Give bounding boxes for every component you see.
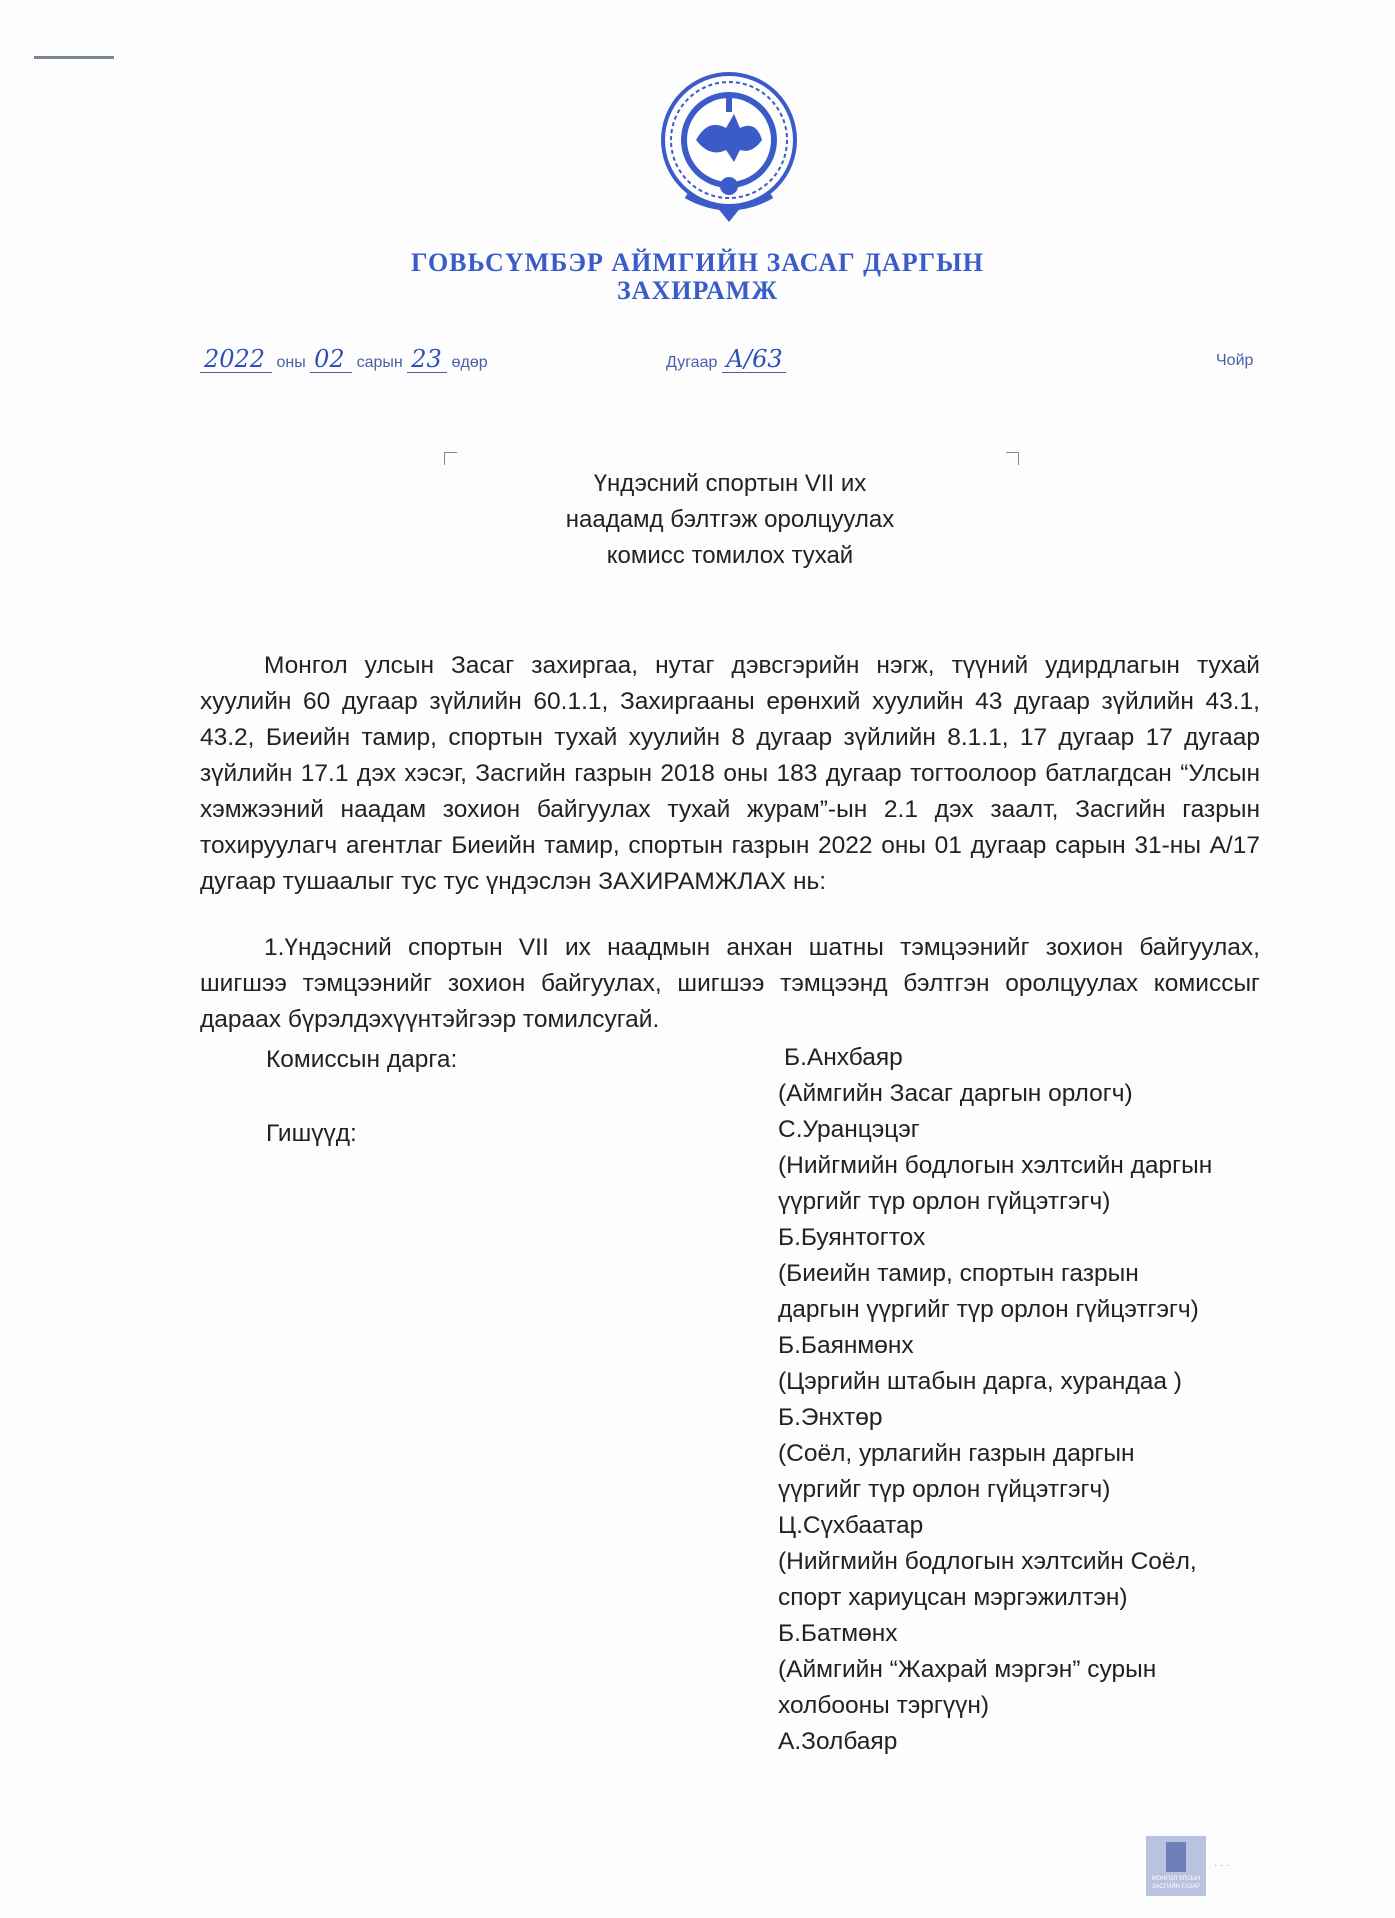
title-line3: комисс томилох тухай bbox=[606, 542, 854, 569]
logo-text-1: МОНГОЛ УЛСЫН bbox=[1151, 1876, 1201, 1882]
member-line: үүргийг түр орлон гүйцэтгэгч) bbox=[778, 1476, 1111, 1503]
date-line bbox=[200, 346, 488, 373]
title-bracket-right bbox=[1006, 452, 1019, 465]
scan-corner-mark bbox=[34, 56, 114, 59]
member-line: (Аймгийн “Жахрай мэргэн” сурын bbox=[778, 1656, 1157, 1683]
date-month: 02 bbox=[310, 346, 352, 373]
member-line: Б.Баянмөнх bbox=[778, 1332, 914, 1359]
title-line2: наадамд бэлтгэж оролцуулах bbox=[565, 506, 895, 533]
document-type: ЗАХИРАМЖ bbox=[616, 276, 779, 305]
member-line: Ц.Сүхбаатар bbox=[778, 1512, 924, 1539]
date-year-suffix: оны bbox=[276, 354, 306, 371]
member-line: А.Золбаяр bbox=[778, 1728, 898, 1755]
members-label: Гишүүд: bbox=[266, 1120, 357, 1147]
member-line: даргын үүргийг түр орлон гүйцэтгэгч) bbox=[778, 1296, 1199, 1323]
member-line: (Нийгмийн бодлогын хэлтсийн даргын bbox=[778, 1152, 1213, 1179]
member-line: холбооны тэргүүн) bbox=[778, 1692, 990, 1719]
number-line bbox=[666, 346, 786, 373]
member-line: С.Уранцэцэг bbox=[778, 1116, 920, 1143]
member-line: үүргийг түр орлон гүйцэтгэгч) bbox=[778, 1188, 1111, 1215]
title-line1: Үндэсний спортын VII их bbox=[593, 470, 867, 497]
chair-role: (Аймгийн Засаг даргын орлогч) bbox=[778, 1080, 1133, 1107]
date-day: 23 bbox=[407, 346, 447, 373]
member-line: Б.Батмөнх bbox=[778, 1620, 898, 1647]
scan-dots: · · · bbox=[1214, 1860, 1230, 1871]
chair-name: Б.Анхбаяр bbox=[784, 1044, 903, 1071]
org-name-line1: ГОВЬСҮМБЭР АЙМГИЙН ЗАСАГ ДАРГЫН bbox=[411, 248, 984, 277]
member-line: (Биеийн тамир, спортын газрын bbox=[778, 1260, 1139, 1287]
date-year: 2022 bbox=[200, 346, 272, 373]
chair-block bbox=[778, 1040, 1133, 1112]
member-line: (Соёл, урлагийн газрын даргын bbox=[778, 1440, 1135, 1467]
title-bracket-left bbox=[444, 452, 457, 465]
logo-text-2: ЗАСГИЙН ГАЗАР bbox=[1151, 1884, 1201, 1890]
members-list bbox=[778, 1112, 1212, 1760]
government-logo bbox=[1146, 1836, 1206, 1896]
body-paragraph-2: 1.Үндэсний спортын VII их наадмын анхан шатны тэмцээнийг зохион байгуулах, шигшээ тэмцээнийг зохион байгуулах, шигшээ тэмцээнд бэлтгэн оролцуулах комиссыг дараах бүрэлдэхүүнтэйгээр томилсугай. bbox=[200, 934, 1260, 1033]
date-month-suffix: сарын bbox=[356, 354, 403, 371]
member-line: Б.Буянтогтох bbox=[778, 1224, 926, 1251]
member-line: спорт хариуцсан мэргэжилтэн) bbox=[778, 1584, 1128, 1611]
state-emblem-icon bbox=[656, 70, 802, 228]
number-label: Дугаар bbox=[666, 354, 718, 371]
chair-label: Комиссын дарга: bbox=[266, 1046, 458, 1073]
document-number: А/63 bbox=[722, 346, 786, 373]
member-line: (Цэргийн штабын дарга, хурандаа ) bbox=[778, 1368, 1182, 1395]
place: Чойр bbox=[1216, 352, 1254, 369]
soyombo-icon bbox=[1166, 1842, 1186, 1872]
date-day-suffix: өдөр bbox=[451, 354, 488, 371]
member-line: Б.Энхтөр bbox=[778, 1404, 883, 1431]
body-paragraph-1: Монгол улсын Засаг захиргаа, нутаг дэвсгэрийн нэгж, түүний удирдлагын тухай хуулийн 60 дугаар зүйлийн 60.1.1, Захиргааны ерөнхий хуулийн 43 дугаар зүйлийн 43.1, 43.2, Биеийн тамир, спортын тухай хуулийн 8 дугаар зүйлийн 8.1.1, 17 дугаар 17 дугаар зүйлийн 17.1 дэх хэсэг, Засгийн газрын 2018 оны 183 дугаар тогтоолоор батлагдсан “Улсын хэмжээний наадам зохион байгуулах тухай журам”-ын 2.1 дэх заалт, Засгийн газрын тохируулагч агентлаг Биеийн тамир, спортын газрын 2022 оны 01 дугаар сарын 31-ны А/17 дугаар тушаалыг тус тус үндэслэн ЗАХИРАМЖЛАХ нь: bbox=[200, 652, 1260, 895]
member-line: (Нийгмийн бодлогын хэлтсийн Соёл, bbox=[778, 1548, 1197, 1575]
